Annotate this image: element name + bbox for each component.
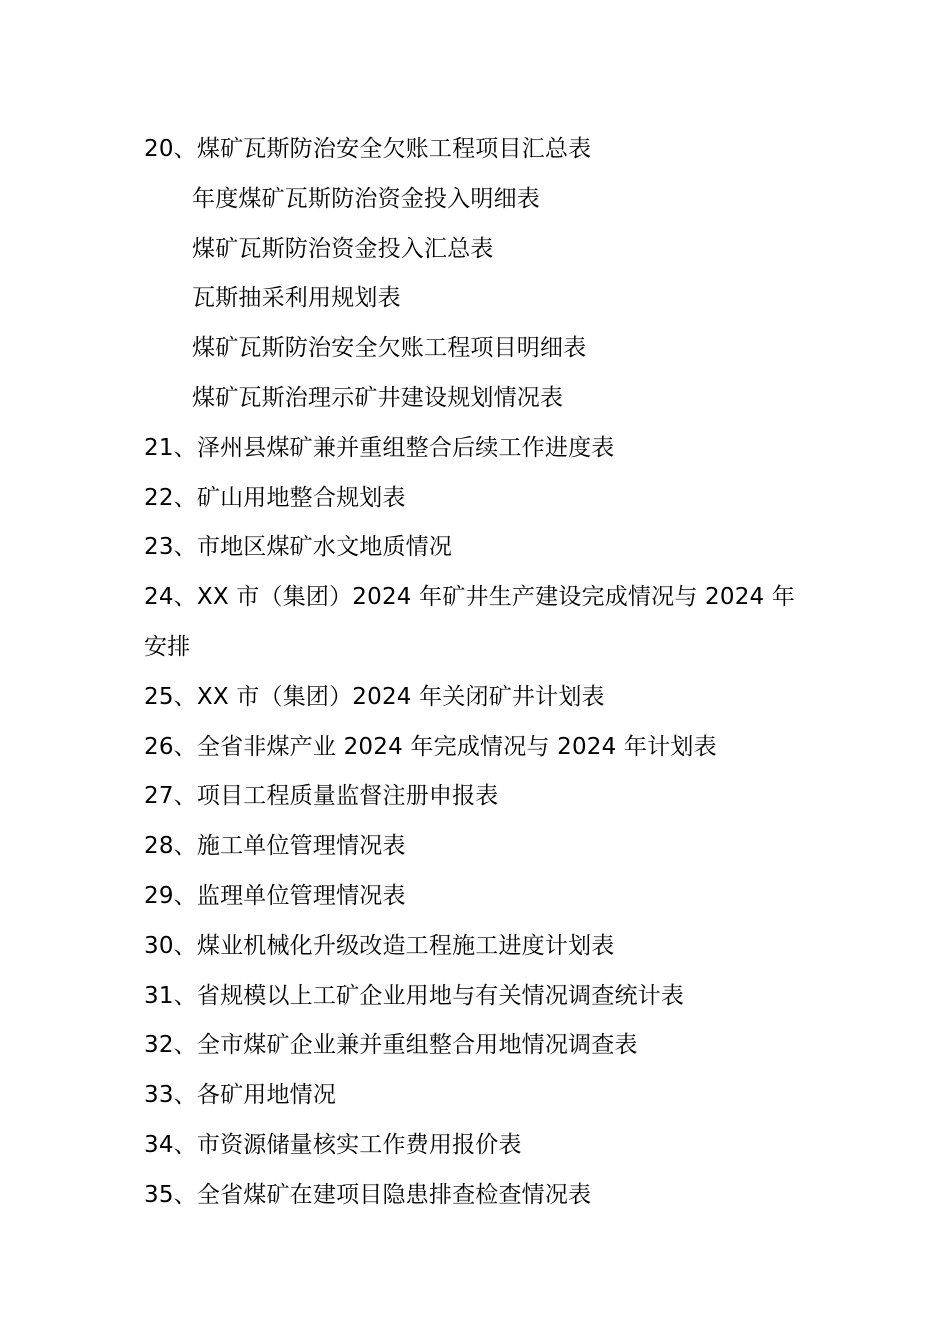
list-item: 34、市资源储量核实工作费用报价表 xyxy=(144,1131,522,1158)
list-item: 26、全省非煤产业 2024 年完成情况与 2024 年计划表 xyxy=(144,733,717,760)
list-item: 29、监理单位管理情况表 xyxy=(144,882,406,909)
list-item: 25、XX 市（集团）2024 年关闭矿井计划表 xyxy=(144,683,605,710)
list-item: 22、矿山用地整合规划表 xyxy=(144,484,406,511)
list-item: 32、全市煤矿企业兼并重组整合用地情况调查表 xyxy=(144,1032,638,1059)
list-item: 27、项目工程质量监督注册申报表 xyxy=(144,783,499,810)
list-subitem: 煤矿瓦斯防治资金投入汇总表 xyxy=(192,235,494,262)
list-subitem: 年度煤矿瓦斯防治资金投入明细表 xyxy=(192,185,540,212)
list-item: 21、泽州县煤矿兼并重组整合后续工作进度表 xyxy=(144,434,615,461)
list-item: 24、XX 市（集团）2024 年矿井生产建设完成情况与 2024 年 xyxy=(144,584,796,611)
list-item: 35、全省煤矿在建项目隐患排查检查情况表 xyxy=(144,1181,592,1208)
list-item: 20、煤矿瓦斯防治安全欠账工程项目汇总表 xyxy=(144,136,592,162)
list-item-continuation: 安排 xyxy=(144,633,191,660)
list-item: 23、市地区煤矿水文地质情况 xyxy=(144,534,453,561)
form-list xyxy=(144,125,824,1221)
list-item: 28、施工单位管理情况表 xyxy=(144,833,406,860)
list-subitem: 瓦斯抽采利用规划表 xyxy=(192,285,401,312)
list-subitem: 煤矿瓦斯治理示矿井建设规划情况表 xyxy=(192,384,564,411)
list-item: 31、省规模以上工矿企业用地与有关情况调查统计表 xyxy=(144,982,685,1009)
list-subitem: 煤矿瓦斯防治安全欠账工程项目明细表 xyxy=(192,335,587,362)
list-item: 33、各矿用地情况 xyxy=(144,1082,337,1109)
list-item: 30、煤业机械化升级改造工程施工进度计划表 xyxy=(144,932,615,959)
